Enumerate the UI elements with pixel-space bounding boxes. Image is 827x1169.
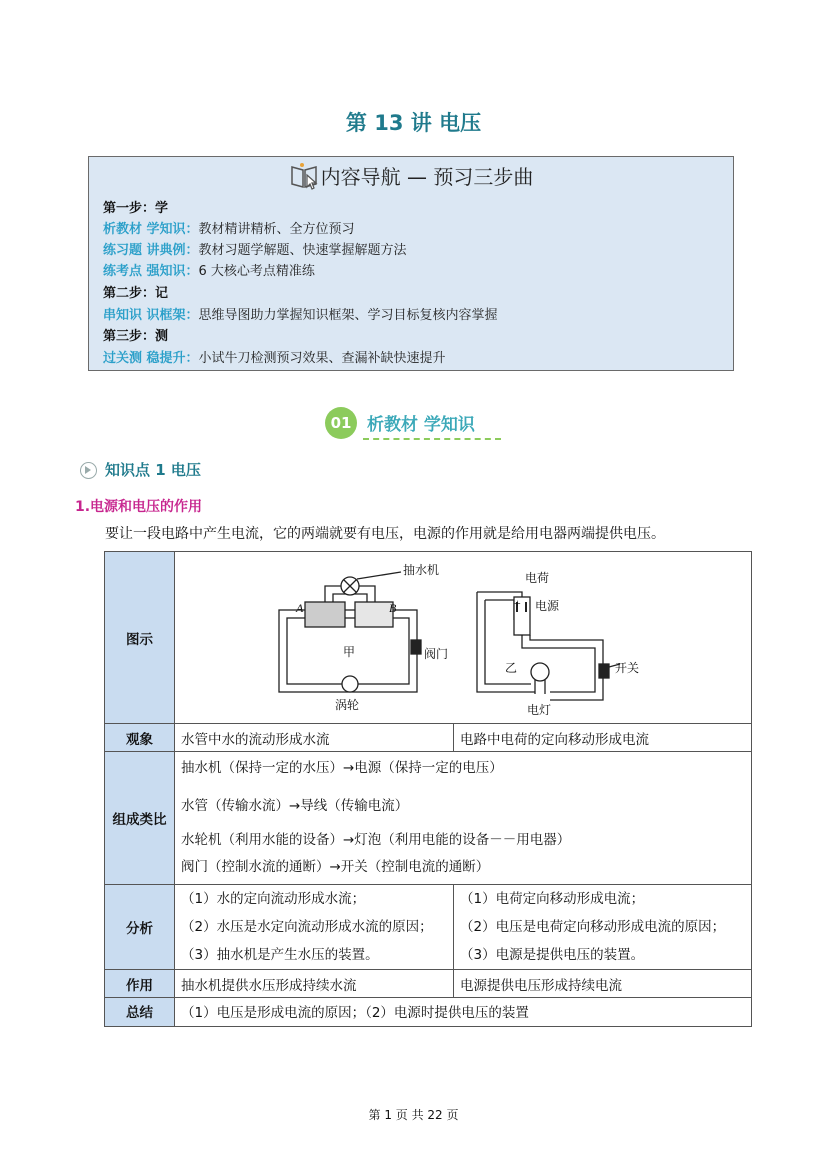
label-jia: 甲: [343, 645, 356, 659]
analysis-item: （1）电荷定向移动形成电流；: [460, 891, 645, 907]
label-yi: 乙: [505, 661, 518, 675]
water-circuit-diagram: [175, 552, 741, 719]
analysis-item: （1）水的定向流动形成水流；: [181, 891, 366, 907]
step-1-label: 第一步：学: [103, 201, 169, 216]
function-electric: 电源提供电压形成持续电流: [454, 970, 752, 998]
function-water: 抽水机提供水压形成持续水流: [175, 970, 454, 998]
step-2-label: 第二步：记: [103, 286, 169, 301]
row-label-function: 作用: [105, 970, 175, 998]
analogy-item: 水轮机（利用水能的设备）→灯泡（利用电能的设备－－用电器）: [181, 832, 571, 848]
section-label: 析教材 学知识: [367, 415, 475, 435]
section-number: 01: [325, 407, 357, 439]
guide-tag: 练考点 强知识：: [103, 264, 199, 279]
guide-tag: 析教材 学知识：: [103, 222, 199, 237]
knowledge-point-heading: [80, 459, 201, 480]
comparison-table: [104, 551, 752, 1027]
guide-line-3: [103, 263, 315, 281]
book-pointer-icon: [289, 161, 319, 196]
analysis-water: [175, 885, 454, 970]
analogy-item: 阀门（控制水流的通断）→开关（控制电流的通断）: [181, 859, 490, 875]
label-pump: 抽水机: [403, 563, 440, 577]
guide-line-5: [103, 350, 446, 368]
row-label-analysis: 分析: [105, 885, 175, 970]
label-b: B: [389, 601, 397, 615]
subheading: 1.电源和电压的作用: [75, 499, 203, 515]
label-lamp: 电灯: [527, 703, 552, 717]
guide-tag: 串知识 识框架：: [103, 308, 199, 323]
guide-text: 6 大核心考点精准练: [198, 264, 315, 279]
play-circle-icon: [80, 462, 97, 479]
intro-paragraph: 要让一段电路中产生电流，它的两端就要有电压，电源的作用就是给用电器两端提供电压。: [105, 526, 665, 542]
guide-text: 小试牛刀检测预习效果、查漏补缺快速提升: [198, 351, 446, 366]
row-label-figure: 图示: [105, 552, 175, 724]
knowledge-point-text: 知识点 1 电压: [105, 461, 201, 479]
label-source: 电源: [535, 599, 560, 613]
summary-cell: （1）电压是形成电流的原因；（2）电源时提供电压的装置: [175, 998, 752, 1027]
label-valve: 阀门: [424, 647, 449, 661]
guide-text: 教材精讲精析、全方位预习: [198, 222, 355, 237]
guide-tag: 练习题 讲典例：: [103, 243, 199, 258]
analysis-item: （3）电源是提供电压的装置。: [460, 947, 645, 963]
row-label-summary: 总结: [105, 998, 175, 1027]
analysis-item: （2）水压是水定向流动形成水流的原因；: [181, 919, 433, 935]
label-plus: +: [514, 596, 521, 610]
analysis-electric: [454, 885, 752, 970]
label-turbine: 涡轮: [335, 698, 360, 712]
guide-line-1: [103, 221, 355, 239]
guide-line-2: [103, 242, 407, 260]
guide-text: 思维导图助力掌握知识框架、学习目标复核内容掌握: [198, 308, 498, 323]
water-pump-analogy-figure: [279, 572, 421, 692]
guide-line-4: [103, 307, 498, 325]
page-title: 第 13 讲 电压: [345, 111, 482, 135]
phenomenon-electric: 电路中电荷的定向移动形成电流: [454, 724, 752, 752]
row-label-analogy: 组成类比: [105, 752, 175, 885]
analogy-item: 水管（传输水流）→导线（传输电流）: [181, 798, 409, 814]
label-minus: −: [517, 628, 524, 642]
row-label-phenomenon: 观象: [105, 724, 175, 752]
guide-tag: 过关测 稳提升：: [103, 351, 199, 366]
label-a: A: [296, 601, 304, 615]
phenomenon-water: 水管中水的流动形成水流: [175, 724, 454, 752]
page-footer: 第 1 页 共 22 页: [368, 1108, 459, 1122]
figure-cell: [175, 552, 752, 724]
section-underline: [363, 438, 501, 440]
guide-text: 教材习题学解题、快速掌握解题方法: [198, 243, 407, 258]
label-charge: 电荷: [525, 571, 550, 585]
content-guide-box: [88, 156, 734, 371]
analysis-item: （2）电压是电荷定向移动形成电流的原因；: [460, 919, 726, 935]
analysis-item: （3）抽水机是产生水压的装置。: [181, 947, 379, 963]
step-3-label: 第三步：测: [103, 329, 169, 344]
analogy-item: 抽水机（保持一定的水压）→电源（保持一定的电压）: [181, 760, 503, 776]
guide-heading: [89, 161, 733, 196]
section-badge: [323, 404, 503, 440]
guide-heading-text: 内容导航 — 预习三步曲: [320, 165, 534, 189]
label-switch: 开关: [615, 661, 640, 675]
analogy-cell: [175, 752, 752, 885]
